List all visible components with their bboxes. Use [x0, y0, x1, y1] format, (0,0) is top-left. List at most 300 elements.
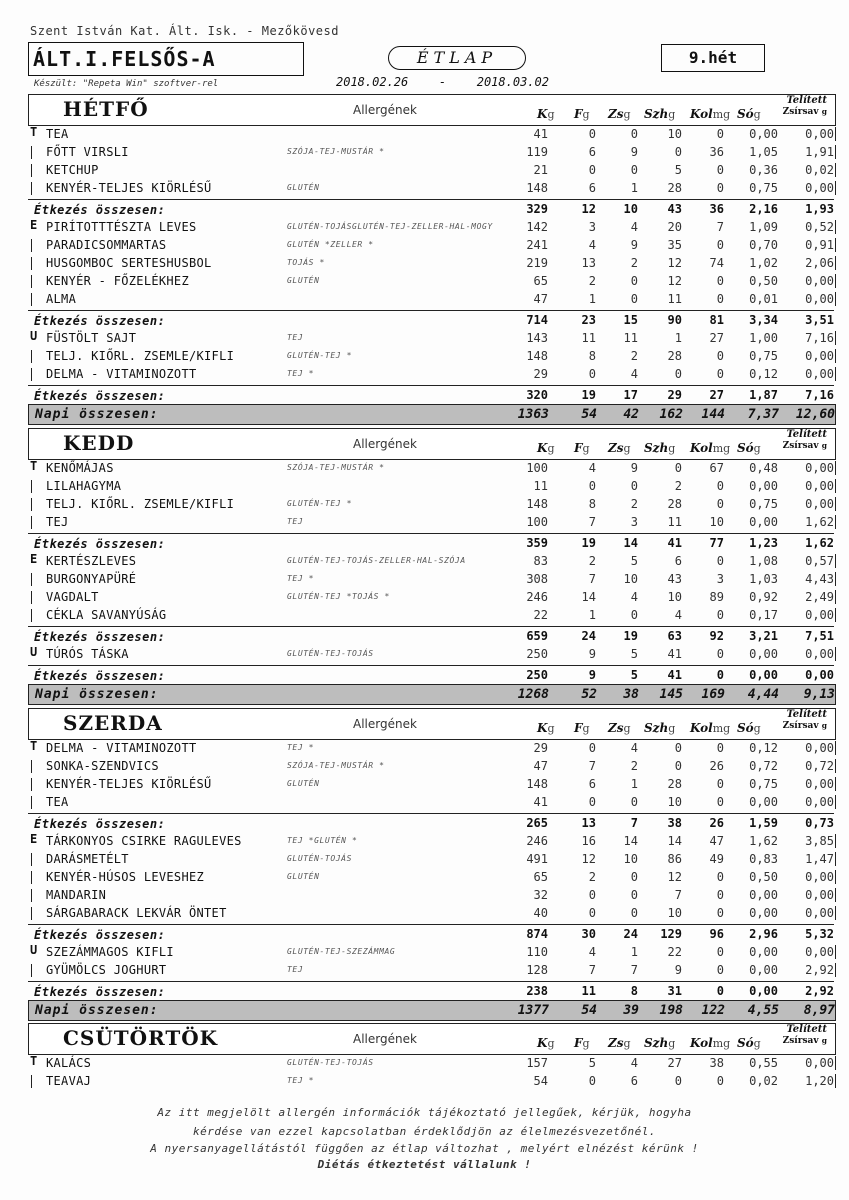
nutrient-value-4: 0 [716, 608, 724, 622]
nutrient-value-1: 0 [588, 479, 596, 493]
nutrient-value-4: 0 [716, 945, 724, 959]
nutrient-value-1: 13 [581, 256, 596, 270]
table-row [28, 125, 836, 143]
column-label-zs: Zs [608, 721, 624, 735]
daily-value-3: 162 [659, 407, 683, 422]
nutrient-value-2: 2 [630, 497, 638, 511]
day-name: CSÜTÖRTÖK [63, 1026, 219, 1050]
daily-value-6: 8,97 [803, 1003, 835, 1018]
nutrient-value-1: 4 [588, 945, 596, 959]
dish-allergens: GLUTÉN [287, 276, 320, 285]
nutrient-value-1: 16 [581, 834, 596, 848]
dish-name: KENYÉR-TELJES KIÖRLÉSŰ [46, 777, 212, 791]
dish-allergens: TEJ * [287, 369, 315, 378]
nutrient-value-0: 29 [533, 741, 548, 755]
nutrient-value-6: 0,00 [805, 945, 834, 959]
nutrient-value-5: 0,75 [749, 181, 778, 195]
nutrient-value-2: 11 [623, 331, 638, 345]
nutrient-value-4: 38 [709, 1056, 724, 1070]
nutrient-value-1: 12 [581, 852, 596, 866]
column-header-szh [644, 721, 675, 735]
nutrient-value-6: 0,00 [805, 1056, 834, 1070]
dish-name: TEAVAJ [46, 1074, 92, 1088]
nutrient-value-3: 0 [674, 145, 682, 159]
nutrient-value-4: 0 [716, 479, 724, 493]
column-header-zs [608, 441, 631, 455]
column-unit-zs: g [623, 1037, 631, 1050]
table-row [28, 943, 836, 961]
column-header-kol [690, 721, 730, 735]
nutrient-value-3: 5 [674, 163, 682, 177]
column-unit-szh: g [668, 722, 676, 735]
row-right-bar [835, 590, 836, 604]
total-value-3: 43 [667, 202, 682, 216]
nutrient-value-3: 0 [674, 1074, 682, 1088]
row-bar [31, 889, 32, 902]
nutrient-value-1: 8 [588, 349, 596, 363]
row-bar [31, 573, 32, 586]
row-bar [31, 146, 32, 159]
column-label-so: Só [737, 721, 754, 735]
row-bar [31, 516, 32, 529]
table-row [28, 961, 836, 979]
table-row [28, 143, 836, 161]
daily-value-0: 1268 [517, 687, 549, 702]
total-value-4: 77 [709, 536, 724, 550]
column-label-szh: Szh [644, 107, 669, 121]
total-value-2: 14 [623, 536, 638, 550]
column-label-k: K [537, 721, 548, 735]
nutrient-value-6: 0,91 [805, 238, 834, 252]
nutrient-value-1: 1 [588, 292, 596, 306]
row-right-bar [835, 331, 836, 345]
column-header-kol [690, 441, 730, 455]
dish-name: PARADICSOMMARTAS [46, 238, 167, 252]
nutrient-value-0: 83 [533, 554, 548, 568]
nutrient-value-0: 250 [526, 647, 548, 661]
row-bar [31, 293, 32, 306]
nutrient-value-4: 0 [716, 292, 724, 306]
total-value-2: 17 [623, 388, 638, 402]
meal-total-row [28, 813, 834, 832]
daily-value-2: 38 [623, 687, 639, 702]
nutrient-value-0: 308 [526, 572, 548, 586]
nutrient-value-1: 0 [588, 367, 596, 381]
meal-total-row [28, 310, 834, 329]
row-right-bar [835, 906, 836, 920]
nutrient-value-0: 157 [526, 1056, 548, 1070]
nutrient-value-5: 0,01 [749, 292, 778, 306]
day-name: KEDD [63, 431, 135, 455]
nutrient-value-1: 9 [588, 647, 596, 661]
nutrient-value-5: 0,75 [749, 349, 778, 363]
dish-allergens: GLUTÉN-TEJ-TOJÁS [287, 649, 374, 658]
date-from: 2018.02.26 [336, 75, 409, 89]
row-right-bar [835, 461, 836, 475]
nutrient-value-5: 0,00 [749, 963, 778, 977]
daily-value-0: 1363 [517, 407, 549, 422]
dish-name: SZEZÁMMAGOS KIFLI [46, 945, 174, 959]
nutrient-value-1: 0 [588, 1074, 596, 1088]
total-value-5: 1,23 [749, 536, 778, 550]
meal-total-row [28, 385, 834, 404]
allergens-column-header: Allergének [353, 717, 417, 731]
allergens-column-header: Allergének [353, 437, 417, 451]
nutrient-value-6: 4,43 [805, 572, 834, 586]
nutrient-value-4: 49 [709, 852, 724, 866]
nutrient-value-1: 0 [588, 795, 596, 809]
nutrient-value-6: 0,00 [805, 274, 834, 288]
saturated-fat-header [783, 709, 827, 732]
column-unit-zs: g [623, 442, 631, 455]
nutrient-value-5: 1,09 [749, 220, 778, 234]
daily-value-1: 54 [581, 407, 597, 422]
column-header-f [574, 1036, 590, 1050]
nutrient-value-0: 40 [533, 906, 548, 920]
nutrient-value-6: 0,00 [805, 795, 834, 809]
nutrient-value-0: 110 [526, 945, 548, 959]
table-row [28, 161, 836, 179]
meal-total-label: Étkezés összesen: [34, 314, 166, 328]
nutrient-value-2: 7 [630, 963, 638, 977]
nutrient-value-0: 54 [533, 1074, 548, 1088]
nutrient-value-1: 6 [588, 181, 596, 195]
nutrient-value-0: 41 [533, 795, 548, 809]
daily-value-6: 12,60 [795, 407, 835, 422]
meal-total-label: Étkezés összesen: [34, 817, 166, 831]
table-row [28, 850, 836, 868]
row-bar [31, 609, 32, 622]
total-value-5: 3,34 [749, 313, 778, 327]
dish-name: FÜSTÖLT SAJT [46, 331, 137, 345]
total-value-4: 27 [709, 388, 724, 402]
nutrient-value-2: 0 [630, 292, 638, 306]
day-header [28, 708, 836, 740]
nutrient-value-6: 0,00 [805, 367, 834, 381]
daily-value-3: 198 [659, 1003, 683, 1018]
row-bar [31, 760, 32, 773]
nutrient-value-2: 4 [630, 220, 638, 234]
row-right-bar [835, 238, 836, 252]
column-label-k: K [537, 1036, 548, 1050]
dish-name: DELMA - VITAMINOZOTT [46, 741, 197, 755]
nutrient-value-1: 1 [588, 608, 596, 622]
column-label-f: F [574, 107, 583, 121]
total-value-2: 8 [630, 984, 638, 998]
nutrient-value-3: 41 [667, 647, 682, 661]
column-label-so: Só [737, 441, 754, 455]
total-value-6: 0,00 [805, 668, 834, 682]
column-unit-k: g [547, 108, 555, 121]
day-header [28, 94, 836, 126]
total-value-3: 129 [660, 927, 682, 941]
nutrient-value-6: 0,00 [805, 777, 834, 791]
nutrient-value-2: 3 [630, 515, 638, 529]
nutrient-value-4: 0 [716, 367, 724, 381]
nutrient-value-0: 241 [526, 238, 548, 252]
dish-allergens: TEJ * [287, 574, 315, 583]
total-value-6: 0,73 [805, 816, 834, 830]
nutrient-value-5: 0,75 [749, 777, 778, 791]
nutrient-value-2: 4 [630, 1056, 638, 1070]
nutrient-value-5: 0,75 [749, 497, 778, 511]
nutrient-value-4: 0 [716, 163, 724, 177]
nutrient-value-1: 2 [588, 870, 596, 884]
row-bar [31, 871, 32, 884]
nutrient-value-0: 142 [526, 220, 548, 234]
meal-total-row [28, 626, 834, 645]
total-value-0: 329 [526, 202, 548, 216]
nutrient-value-4: 26 [709, 759, 724, 773]
total-value-2: 7 [630, 816, 638, 830]
nutrient-value-2: 1 [630, 181, 638, 195]
nutrient-value-3: 20 [667, 220, 682, 234]
nutrient-value-1: 7 [588, 963, 596, 977]
row-right-bar [835, 795, 836, 809]
column-label-szh: Szh [644, 441, 669, 455]
total-value-6: 7,16 [805, 388, 834, 402]
total-value-3: 31 [667, 984, 682, 998]
dish-allergens: GLUTÉN-TEJ-TOJÁS [287, 1058, 374, 1067]
dish-name: MANDARIN [46, 888, 107, 902]
etlap-label: ÉTLAP [388, 46, 526, 70]
table-row [28, 1054, 836, 1072]
nutrient-value-3: 12 [667, 256, 682, 270]
nutrient-value-0: 148 [526, 777, 548, 791]
row-bar [31, 480, 32, 493]
nutrient-value-4: 0 [716, 870, 724, 884]
meal-total-label: Étkezés összesen: [34, 630, 166, 644]
total-value-4: 26 [709, 816, 724, 830]
nutrient-value-6: 0,00 [805, 349, 834, 363]
nutrient-value-1: 2 [588, 554, 596, 568]
dish-allergens: SZÓJA-TEJ-MUSTÁR * [287, 463, 385, 472]
column-label-zs: Zs [608, 1036, 624, 1050]
dish-name: DELMA - VITAMINOZOTT [46, 367, 197, 381]
nutrient-value-3: 7 [674, 888, 682, 902]
daily-value-5: 7,37 [747, 407, 779, 422]
nutrient-value-5: 1,62 [749, 834, 778, 848]
column-unit-k: g [547, 442, 555, 455]
column-unit-so: g [753, 108, 761, 121]
nutrient-value-3: 11 [667, 515, 682, 529]
saturated-fat-header [783, 1024, 827, 1047]
nutrient-value-2: 1 [630, 945, 638, 959]
nutrient-value-2: 10 [623, 852, 638, 866]
nutrient-value-5: 0,50 [749, 870, 778, 884]
total-value-5: 1,87 [749, 388, 778, 402]
nutrient-value-0: 11 [533, 479, 548, 493]
allergens-column-header: Allergének [353, 1032, 417, 1046]
row-right-bar [835, 759, 836, 773]
column-header-f [574, 721, 590, 735]
zsirsav-unit: g [821, 441, 827, 450]
menu-title: ÁLT.I.FELSŐS-A [28, 42, 304, 76]
zsirsav-label [783, 1035, 827, 1047]
date-range [336, 75, 549, 89]
nutrient-value-5: 1,03 [749, 572, 778, 586]
row-right-bar [835, 945, 836, 959]
meal-marker: E [30, 218, 38, 232]
total-value-3: 90 [667, 313, 682, 327]
dish-allergens: GLUTÉN-TEJ-TOJÁS-ZELLER-HAL-SZÓJA [287, 556, 466, 565]
nutrient-value-1: 0 [588, 741, 596, 755]
nutrient-value-4: 74 [709, 256, 724, 270]
table-row [28, 757, 836, 775]
nutrient-value-5: 1,08 [749, 554, 778, 568]
nutrient-value-4: 0 [716, 497, 724, 511]
nutrient-value-3: 11 [667, 292, 682, 306]
total-value-5: 1,59 [749, 816, 778, 830]
dish-name: KALÁCS [46, 1056, 92, 1070]
total-value-1: 30 [581, 927, 596, 941]
nutrient-value-0: 100 [526, 461, 548, 475]
nutrient-value-6: 2,92 [805, 963, 834, 977]
telitett-label: Telített [786, 1024, 827, 1035]
total-value-4: 0 [716, 984, 724, 998]
dish-allergens: GLUTÉN-TEJ * [287, 351, 352, 360]
nutrient-value-4: 10 [709, 515, 724, 529]
nutrient-value-4: 0 [716, 127, 724, 141]
dish-name: KENYÉR-HÚSOS LEVESHEZ [46, 870, 205, 884]
row-bar [31, 591, 32, 604]
zsirsav-text: Zsírsav [782, 1036, 819, 1046]
nutrient-value-5: 0,83 [749, 852, 778, 866]
row-bar [31, 853, 32, 866]
table-row [28, 552, 836, 570]
row-right-bar [835, 834, 836, 848]
daily-total-row [28, 1000, 836, 1021]
table-row [28, 290, 836, 308]
row-right-bar [835, 963, 836, 977]
zsirsav-text: Zsírsav [782, 721, 819, 731]
total-value-1: 13 [581, 816, 596, 830]
nutrient-value-6: 0,00 [805, 479, 834, 493]
table-row [28, 886, 836, 904]
nutrient-value-3: 10 [667, 795, 682, 809]
table-row [28, 588, 836, 606]
total-value-6: 2,92 [805, 984, 834, 998]
nutrient-value-2: 0 [630, 163, 638, 177]
dish-name: VAGDALT [46, 590, 99, 604]
column-header-k [537, 441, 554, 455]
day-name: HÉTFŐ [63, 97, 149, 121]
total-value-1: 19 [581, 536, 596, 550]
dish-name: LILAHAGYMA [46, 479, 122, 493]
daily-total-label: Napi összesen: [35, 687, 159, 702]
dish-name: TEA [46, 795, 69, 809]
nutrient-value-0: 143 [526, 331, 548, 345]
nutrient-value-4: 3 [716, 572, 724, 586]
row-right-bar [835, 741, 836, 755]
telitett-label: Telített [786, 95, 827, 106]
meal-total-label: Étkezés összesen: [34, 537, 166, 551]
nutrient-value-0: 65 [533, 870, 548, 884]
dish-name: HUSGOMBOC SERTESHUSBOL [46, 256, 212, 270]
daily-value-5: 4,44 [747, 687, 779, 702]
column-header-k [537, 721, 554, 735]
dish-name: KENYÉR - FŐZELÉKHEZ [46, 274, 189, 288]
nutrient-value-2: 2 [630, 759, 638, 773]
nutrient-value-1: 7 [588, 759, 596, 773]
row-right-bar [835, 554, 836, 568]
nutrient-value-4: 0 [716, 963, 724, 977]
nutrient-value-0: 47 [533, 759, 548, 773]
nutrient-value-3: 0 [674, 741, 682, 755]
total-value-0: 238 [526, 984, 548, 998]
column-header-so [737, 441, 761, 455]
row-right-bar [835, 572, 836, 586]
row-right-bar [835, 349, 836, 363]
total-value-5: 2,96 [749, 927, 778, 941]
nutrient-value-0: 29 [533, 367, 548, 381]
meal-total-row [28, 924, 834, 943]
column-unit-zs: g [623, 722, 631, 735]
nutrient-value-3: 28 [667, 497, 682, 511]
nutrient-value-4: 7 [716, 220, 724, 234]
total-value-0: 320 [526, 388, 548, 402]
column-header-kol [690, 107, 730, 121]
row-right-bar [835, 127, 836, 141]
column-header-f [574, 107, 590, 121]
total-value-4: 92 [709, 629, 724, 643]
nutrient-value-4: 27 [709, 331, 724, 345]
daily-value-4: 122 [701, 1003, 725, 1018]
dish-allergens: GLUTÉN-TEJ * [287, 499, 352, 508]
nutrient-value-0: 128 [526, 963, 548, 977]
row-right-bar [835, 367, 836, 381]
total-value-0: 714 [526, 313, 548, 327]
nutrient-value-0: 41 [533, 127, 548, 141]
nutrient-value-2: 0 [630, 870, 638, 884]
row-right-bar [835, 479, 836, 493]
dish-name: KENŐMÁJAS [46, 461, 114, 475]
column-header-szh [644, 107, 675, 121]
daily-total-row [28, 684, 836, 705]
dish-name: TELJ. KIŐRL. ZSEMLE/KIFLI [46, 497, 235, 511]
nutrient-value-1: 0 [588, 888, 596, 902]
total-value-3: 41 [667, 668, 682, 682]
nutrient-value-0: 148 [526, 181, 548, 195]
nutrient-value-4: 0 [716, 238, 724, 252]
nutrient-value-0: 21 [533, 163, 548, 177]
dish-allergens: GLUTÉN-TEJ-SZEZÁMMAG [287, 947, 396, 956]
nutrient-value-6: 0,00 [805, 741, 834, 755]
meal-total-row [28, 665, 834, 684]
row-right-bar [835, 1074, 836, 1088]
daily-value-2: 42 [623, 407, 639, 422]
nutrient-value-5: 0,00 [749, 515, 778, 529]
total-value-0: 265 [526, 816, 548, 830]
nutrient-value-6: 0,00 [805, 608, 834, 622]
dish-allergens: GLUTÉN [287, 183, 320, 192]
column-unit-f: g [582, 108, 590, 121]
nutrient-value-5: 1,00 [749, 331, 778, 345]
dish-allergens: TEJ [287, 333, 304, 342]
nutrient-value-6: 0,00 [805, 888, 834, 902]
column-label-f: F [574, 721, 583, 735]
meal-marker: U [30, 645, 38, 659]
nutrient-value-4: 67 [709, 461, 724, 475]
column-label-kol: Kol [690, 107, 713, 121]
nutrient-value-3: 28 [667, 777, 682, 791]
table-row [28, 645, 836, 663]
column-label-so: Só [737, 107, 754, 121]
daily-value-4: 144 [701, 407, 725, 422]
nutrient-value-5: 0,72 [749, 759, 778, 773]
dish-name: TELJ. KIŐRL. ZSEMLE/KIFLI [46, 349, 235, 363]
column-label-szh: Szh [644, 721, 669, 735]
